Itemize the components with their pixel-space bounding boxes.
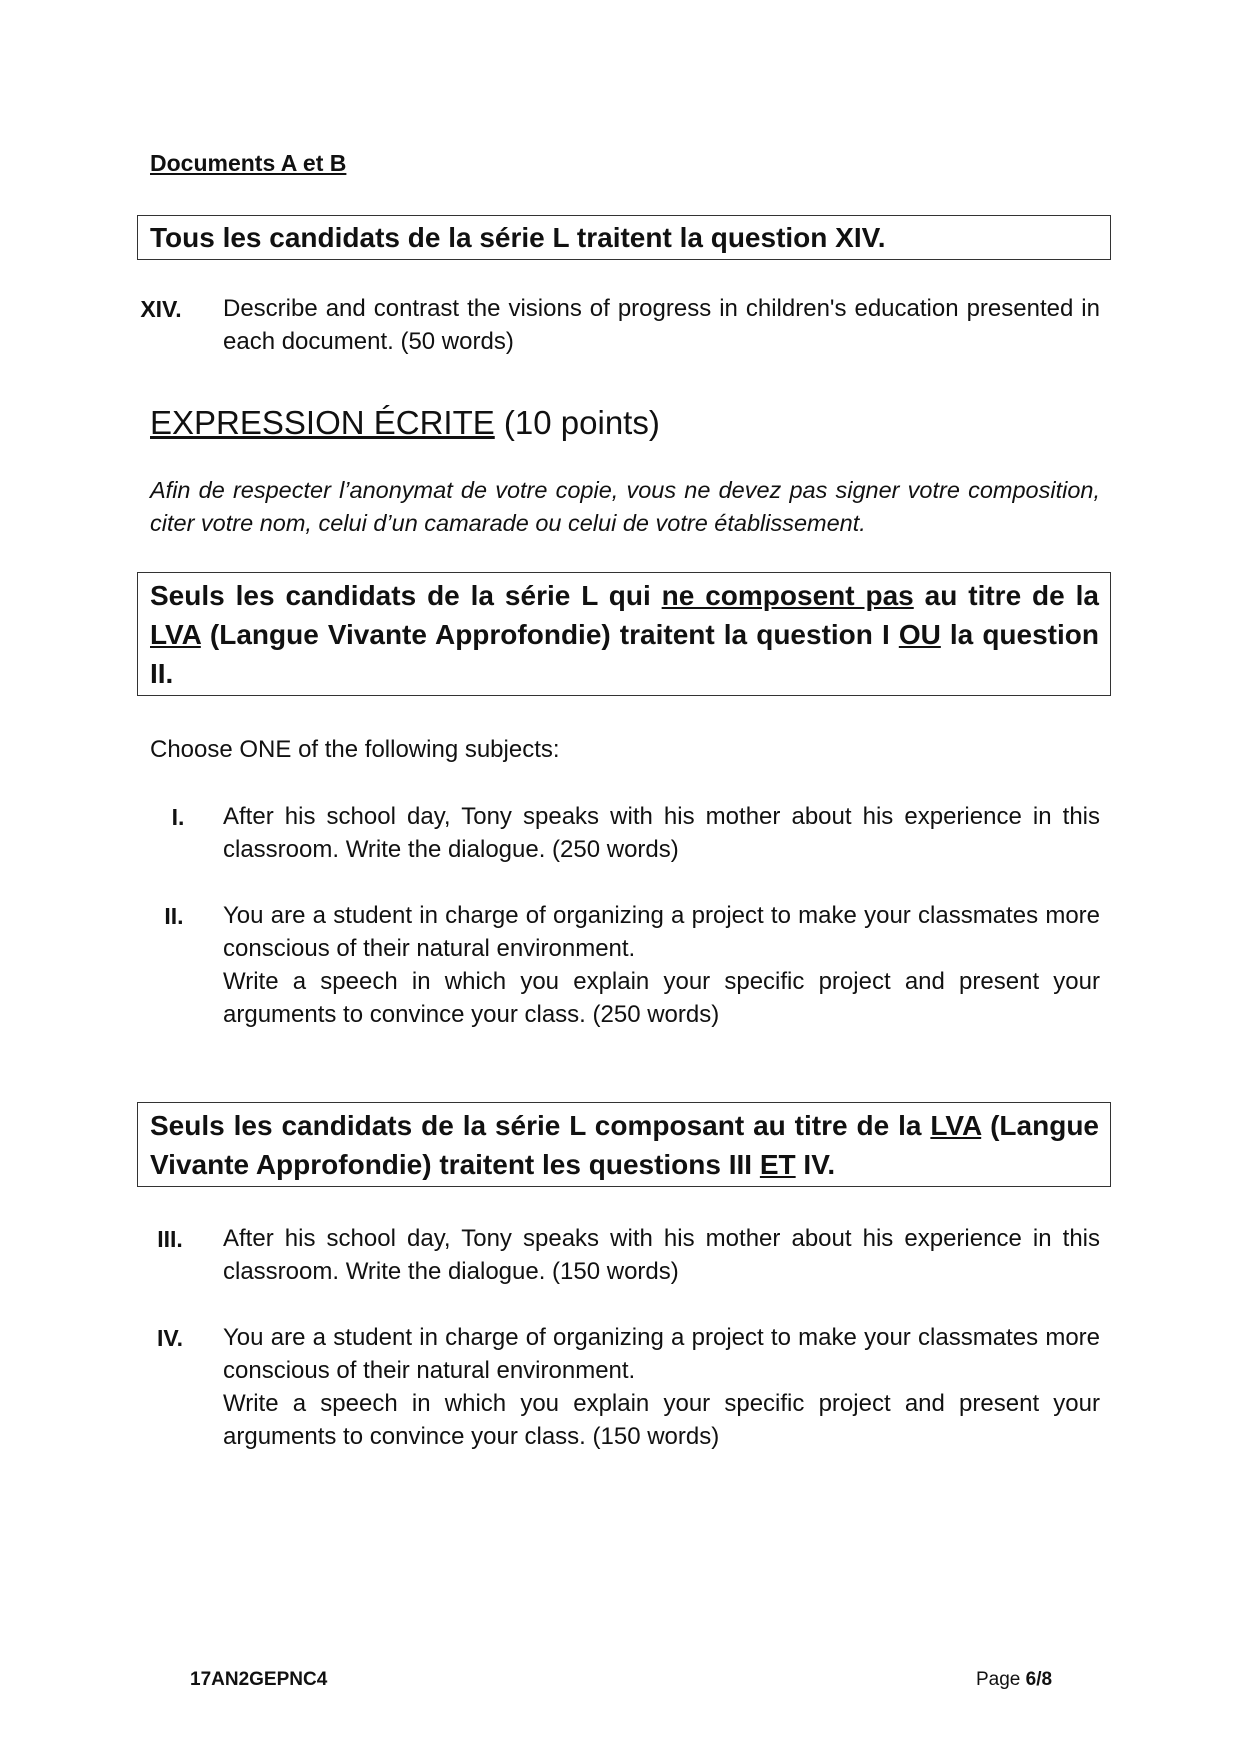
question-iv-paragraph-2: Write a speech in which you explain your specific project and present your arguments to convince your class. (150 words) [223, 1390, 1100, 1450]
footer-page-value: 6/8 [1025, 1669, 1053, 1690]
footer-code: 17AN2GEPNC4 [190, 1669, 328, 1690]
question-xiv-paragraph: Describe and contrast the visions of progress in children's education presented in each document. (50 words) [223, 295, 1100, 355]
question-iii-text [223, 1222, 1100, 1288]
footer-page-number [976, 1669, 1052, 1691]
section-title [150, 404, 660, 442]
question-xiv-text [223, 292, 1100, 358]
anonymity-note: Afin de respecter l’anonymat de votre copie, vous ne devez pas signer votre composition, citer votre nom, celui d’un camarade ou celui de votre établissement. [150, 477, 1100, 536]
question-ii-paragraph-2: Write a speech in which you explain your specific project and present your arguments to convince your class. (250 words) [223, 968, 1100, 1028]
question-number-i: I. [171, 804, 185, 830]
box3-text-2: (Langue Vivante Approfondie) traitent les questions III [150, 1110, 1099, 1180]
box2-underline-2: LVA [150, 619, 201, 650]
box3-underline-1: LVA [930, 1110, 982, 1141]
documents-heading: Documents A et B [150, 150, 347, 176]
box3-underline-2: ET [759, 1149, 796, 1180]
footer-page-label: Page [976, 1669, 1026, 1690]
instruction-text: Tous les candidats de la série L traitent la question XIV. [150, 222, 886, 253]
choose-instruction: Choose ONE of the following subjects: [150, 736, 560, 763]
instruction-box-xiv [137, 215, 1111, 260]
box2-text-3: (Langue Vivante Approfondie) traitent la question I [200, 619, 899, 650]
question-number-xiv: XIV. [140, 296, 182, 322]
question-number-iii: III. [157, 1226, 183, 1252]
section-title-text: EXPRESSION ÉCRITE [150, 404, 495, 441]
question-iv-paragraph-1: You are a student in charge of organizing a project to make your classmates more conscious of their natural environment. [223, 1324, 1100, 1384]
question-ii-text [223, 899, 1100, 1031]
question-iii-paragraph: After his school day, Tony speaks with his mother about his experience in this classroom. Write the dialogue. (150 words) [223, 1225, 1100, 1285]
question-i-paragraph: After his school day, Tony speaks with his mother about his experience in this classroom. Write the dialogue. (250 words) [223, 803, 1100, 863]
box2-text-4: la question II. [150, 619, 1099, 689]
question-number-ii: II. [164, 903, 184, 929]
instruction-box-iii-iv [137, 1102, 1111, 1187]
box3-text-1: Seuls les candidats de la série L composant au titre de la [150, 1110, 931, 1141]
box3-text-3: IV. [795, 1149, 836, 1180]
instruction-box-i-ii [137, 572, 1111, 696]
section-points: (10 points) [494, 404, 660, 441]
box2-text-2: au titre de la [913, 580, 1099, 611]
question-i-text [223, 800, 1100, 866]
question-number-iv: IV. [156, 1325, 183, 1351]
question-iv-text [223, 1321, 1100, 1453]
question-ii-paragraph-1: You are a student in charge of organizing a project to make your classmates more conscious of their natural environment. [223, 902, 1100, 962]
box2-underline-1: ne composent pas [661, 580, 914, 611]
box2-text-1: Seuls les candidats de la série L qui [150, 580, 662, 611]
box2-underline-3: OU [898, 619, 941, 650]
